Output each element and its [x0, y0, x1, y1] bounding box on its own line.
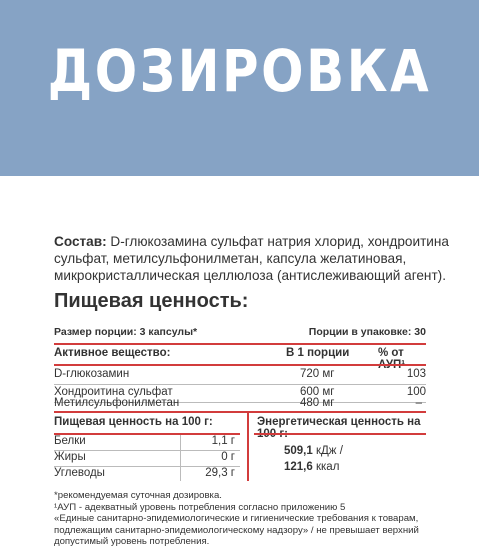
ingredient-name: Метилсульфонилметан: [54, 397, 180, 409]
col-active-header: Активное вещество:: [54, 347, 171, 359]
energy-kj-value: 509,1: [284, 445, 313, 457]
composition-line-2: сульфат, метилсульфонилметан, капсула желатиновая,: [54, 251, 407, 266]
footnote-line: «Единые санитарно-эпидемиологические и гигиенические требования к товарам,: [54, 513, 419, 525]
nutrition-per-100g-box: [54, 411, 426, 481]
footnotes: [54, 490, 474, 548]
composition-label: Состав:: [54, 234, 107, 249]
energy-header: Энергетическая ценность на: [257, 416, 421, 428]
composition-line-1: [54, 233, 464, 250]
ingredient-amount: 480 мг: [300, 397, 335, 409]
composition-line-3: микрокристаллическая целлюлоза (антислеживающий агент).: [54, 268, 446, 283]
ingredient-dv: 100: [406, 386, 426, 398]
footnote-line: допустимый уровень потребления.: [54, 536, 210, 548]
energy-kcal: [284, 459, 343, 475]
energy-value: [284, 443, 343, 475]
macro-row: [54, 435, 240, 450]
col-dv-header: % от: [378, 347, 404, 359]
energy-kj-unit: кДж /: [315, 445, 343, 457]
serving-info-row: [54, 326, 426, 340]
macro-name: Белки: [54, 435, 86, 447]
divider-red: [54, 364, 426, 366]
ingredient-name: D-глюкозамин: [54, 368, 130, 380]
energy-kj: [284, 443, 343, 459]
footnote-line: *рекомендуемая суточная дозировка.: [54, 490, 222, 501]
macro-name: Жиры: [54, 451, 86, 463]
energy-kcal-unit: ккал: [315, 461, 340, 473]
macro-row: [54, 451, 240, 466]
ingredients-header-row: [54, 347, 426, 361]
ingredient-dv: 103: [406, 368, 426, 380]
footnote-line: подлежащим санитарно-эпидемиологическому надзору» / не превышает верхний: [54, 524, 419, 536]
macro-value: 0 г: [221, 451, 235, 463]
servings-per-pack: Порции в упаковке: 30: [308, 326, 426, 338]
ingredient-name: Хондроитина сульфат: [54, 386, 173, 398]
banner-title: ДОЗИРОВКА: [47, 37, 432, 105]
macro-value: 29,3 г: [205, 467, 235, 479]
per-100g-header: Пищевая ценность на 100 г:: [54, 416, 213, 428]
ingredient-amount: 600 мг: [300, 386, 335, 398]
ingredient-dv: –: [415, 397, 422, 409]
column-separator: [247, 413, 249, 481]
composition-text: [54, 233, 464, 284]
ingredient-row: [54, 397, 426, 412]
macro-row: [54, 467, 240, 482]
row-divider: [54, 384, 426, 385]
energy-kcal-value: 121,6: [284, 461, 313, 473]
col-per-serving-header: В 1 порции: [286, 347, 350, 359]
composition-line-1-text: D-глюкозамина сульфат натрия хлорид, хондроитина: [106, 234, 449, 249]
nutrition-heading: Пищевая ценность:: [54, 290, 249, 312]
macro-value: 1,1 г: [211, 435, 235, 447]
ingredient-row: [54, 368, 426, 383]
footnote-line: ¹АУП - адекватный уровень потребления согласно приложению 5: [54, 501, 346, 513]
ingredient-amount: 720 мг: [300, 368, 335, 380]
divider-red: [254, 433, 426, 435]
macro-name: Углеводы: [54, 467, 105, 479]
header-banner: [0, 0, 479, 176]
serving-size: Размер порции: 3 капсулы*: [54, 326, 198, 338]
divider-red: [54, 343, 426, 345]
